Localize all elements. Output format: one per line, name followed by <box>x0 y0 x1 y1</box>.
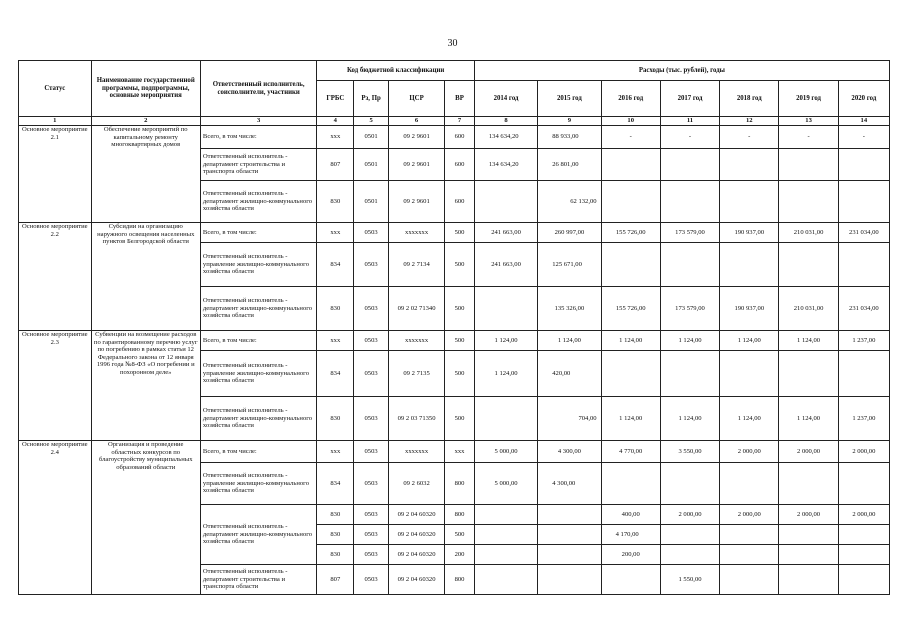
value-cell: 210 031,00 <box>779 223 838 243</box>
grbs-cell: 807 <box>317 565 354 595</box>
col-number: 6 <box>388 117 444 126</box>
rzpr-cell: 0503 <box>354 565 389 595</box>
status-cell: Основное мероприятие 2.2 <box>19 223 92 331</box>
value-cell: 190 937,00 <box>720 287 779 331</box>
measure-name-cell: Организация и проведение областных конкурсов по благоустройству муниципальных образований области <box>91 441 200 595</box>
value-cell: 241 663,00 <box>474 243 537 287</box>
measure-name-cell: Субсидии на организацию наружного освещения населенных пунктов Белгородской области <box>91 223 200 331</box>
executor-cell: Ответственный исполнитель - управление жилищно-коммунального хозяйства области <box>200 351 317 397</box>
value-cell: - <box>720 126 779 149</box>
grbs-cell: 830 <box>317 505 354 525</box>
value-cell: 190 937,00 <box>720 223 779 243</box>
header-budget-code: Код бюджетной классификации <box>317 61 474 81</box>
header-year-2019: 2019 год <box>779 81 838 117</box>
executor-cell: Ответственный исполнитель - управление жилищно-коммунального хозяйства области <box>200 243 317 287</box>
csr-cell: 09 2 7134 <box>388 243 444 287</box>
vr-cell: 800 <box>445 565 475 595</box>
table-row <box>19 223 890 243</box>
csr-cell: 09 2 04 60320 <box>388 545 444 565</box>
csr-cell: 09 2 04 60320 <box>388 505 444 525</box>
vr-cell: 500 <box>445 351 475 397</box>
header-expenses: Расходы (тыс. рублей), годы <box>474 61 889 81</box>
value-cell: 62 132,00 <box>538 181 601 223</box>
vr-cell: 800 <box>445 505 475 525</box>
csr-cell: 09 2 6032 <box>388 463 444 505</box>
col-number: 10 <box>601 117 660 126</box>
rzpr-cell: 0501 <box>354 149 389 181</box>
value-cell: 1 124,00 <box>538 331 601 351</box>
csr-cell: ххххххх <box>388 441 444 463</box>
vr-cell: 200 <box>445 545 475 565</box>
value-cell: 260 997,00 <box>538 223 601 243</box>
header-year-2018: 2018 год <box>720 81 779 117</box>
executor-cell: Всего, в том числе: <box>200 126 317 149</box>
rzpr-cell: 0503 <box>354 287 389 331</box>
vr-cell: 500 <box>445 243 475 287</box>
header-grbs: ГРБС <box>317 81 354 117</box>
value-cell: 1 124,00 <box>474 331 537 351</box>
table-row <box>19 441 890 463</box>
value-cell: 5 000,00 <box>474 463 537 505</box>
value-cell: 134 634,20 <box>474 126 537 149</box>
value-cell: 420,00 <box>538 351 601 397</box>
vr-cell: 500 <box>445 287 475 331</box>
col-number: 1 <box>19 117 92 126</box>
table-row <box>19 126 890 149</box>
rzpr-cell: 0501 <box>354 181 389 223</box>
value-cell: 4 170,00 <box>601 525 660 545</box>
col-number: 12 <box>720 117 779 126</box>
value-cell: - <box>660 126 719 149</box>
vr-cell: 800 <box>445 463 475 505</box>
col-number: 5 <box>354 117 389 126</box>
csr-cell: 09 2 04 60320 <box>388 525 444 545</box>
value-cell: 135 326,00 <box>538 287 601 331</box>
value-cell: 1 124,00 <box>779 331 838 351</box>
value-cell: 155 726,00 <box>601 223 660 243</box>
measure-name-cell: Субвенции на возмещение расходов по гарантированному перечню услуг по погребению в рамках статьи 12 Федерального закона от 12 января 1996 года №8-ФЗ «О погребении и похоронном деле» <box>91 331 200 441</box>
value-cell: 1 237,00 <box>838 397 889 441</box>
executor-cell: Ответственный исполнитель - департамент жилищно-коммунального хозяйства области <box>200 287 317 331</box>
vr-cell: 600 <box>445 149 475 181</box>
rzpr-cell: 0503 <box>354 331 389 351</box>
value-cell: 704,00 <box>538 397 601 441</box>
value-cell: 173 579,00 <box>660 287 719 331</box>
value-cell: 134 634,20 <box>474 149 537 181</box>
value-cell: 1 124,00 <box>474 351 537 397</box>
csr-cell: ххххххх <box>388 331 444 351</box>
grbs-cell: 834 <box>317 351 354 397</box>
value-cell: 1 124,00 <box>720 397 779 441</box>
vr-cell: ххх <box>445 441 475 463</box>
value-cell: 210 031,00 <box>779 287 838 331</box>
value-cell: 155 726,00 <box>601 287 660 331</box>
grbs-cell: 834 <box>317 463 354 505</box>
header-vr: ВР <box>445 81 475 117</box>
col-number: 13 <box>779 117 838 126</box>
rzpr-cell: 0503 <box>354 223 389 243</box>
value-cell: 1 124,00 <box>601 397 660 441</box>
status-cell: Основное мероприятие 2.1 <box>19 126 92 223</box>
value-cell: 26 801,00 <box>538 149 601 181</box>
header-status: Статус <box>19 61 92 117</box>
header-year-2016: 2016 год <box>601 81 660 117</box>
value-cell: 231 034,00 <box>838 287 889 331</box>
executor-cell: Ответственный исполнитель - департамент жилищно-коммунального хозяйства области <box>200 181 317 223</box>
col-number: 8 <box>474 117 537 126</box>
value-cell: 173 579,00 <box>660 223 719 243</box>
grbs-cell: 830 <box>317 181 354 223</box>
rzpr-cell: 0501 <box>354 126 389 149</box>
rzpr-cell: 0503 <box>354 463 389 505</box>
rzpr-cell: 0503 <box>354 505 389 525</box>
grbs-cell: ххх <box>317 223 354 243</box>
grbs-cell: 834 <box>317 243 354 287</box>
value-cell: 2 000,00 <box>779 505 838 525</box>
rzpr-cell: 0503 <box>354 243 389 287</box>
rzpr-cell: 0503 <box>354 545 389 565</box>
value-cell: 88 933,00 <box>538 126 601 149</box>
vr-cell: 600 <box>445 181 475 223</box>
value-cell: 2 000,00 <box>779 441 838 463</box>
csr-cell: 09 2 9601 <box>388 181 444 223</box>
header-year-2015: 2015 год <box>538 81 601 117</box>
vr-cell: 500 <box>445 397 475 441</box>
executor-cell: Всего, в том числе: <box>200 441 317 463</box>
value-cell: 241 663,00 <box>474 223 537 243</box>
header-rzpr: Рз, Пр <box>354 81 389 117</box>
measure-name-cell: Обеспечение мероприятий по капитальному ремонту многоквартирных домов <box>91 126 200 223</box>
executor-cell: Всего, в том числе: <box>200 223 317 243</box>
header-name: Наименование государственной программы, подпрограммы, основные мероприятия <box>91 61 200 117</box>
value-cell: 1 124,00 <box>601 331 660 351</box>
grbs-cell: 830 <box>317 287 354 331</box>
col-number: 3 <box>200 117 317 126</box>
col-number: 9 <box>538 117 601 126</box>
rzpr-cell: 0503 <box>354 351 389 397</box>
value-cell: - <box>601 126 660 149</box>
rzpr-cell: 0503 <box>354 397 389 441</box>
page-number: 30 <box>447 38 458 49</box>
csr-cell: 09 2 03 71350 <box>388 397 444 441</box>
grbs-cell: 830 <box>317 545 354 565</box>
header-csr: ЦСР <box>388 81 444 117</box>
value-cell: 1 124,00 <box>660 397 719 441</box>
grbs-cell: 830 <box>317 397 354 441</box>
value-cell: 2 000,00 <box>838 441 889 463</box>
header-year-2020: 2020 год <box>838 81 889 117</box>
table-row <box>19 331 890 351</box>
csr-cell: 09 2 7135 <box>388 351 444 397</box>
value-cell: 231 034,00 <box>838 223 889 243</box>
rzpr-cell: 0503 <box>354 441 389 463</box>
grbs-cell: ххх <box>317 126 354 149</box>
value-cell: 200,00 <box>601 545 660 565</box>
col-number: 11 <box>660 117 719 126</box>
value-cell: 1 124,00 <box>660 331 719 351</box>
csr-cell: 09 2 04 60320 <box>388 565 444 595</box>
header-year-2017: 2017 год <box>660 81 719 117</box>
csr-cell: 09 2 02 71340 <box>388 287 444 331</box>
value-cell: 4 300,00 <box>538 463 601 505</box>
value-cell: 1 550,00 <box>660 565 719 595</box>
csr-cell: ххххххх <box>388 223 444 243</box>
col-number: 2 <box>91 117 200 126</box>
value-cell: 1 237,00 <box>838 331 889 351</box>
value-cell: 3 550,00 <box>660 441 719 463</box>
value-cell: 2 000,00 <box>838 505 889 525</box>
value-cell: 2 000,00 <box>660 505 719 525</box>
status-cell: Основное мероприятие 2.4 <box>19 441 92 595</box>
grbs-cell: ххх <box>317 331 354 351</box>
header-executor: Ответственный исполнитель, соисполнители, участники <box>200 61 317 117</box>
rzpr-cell: 0503 <box>354 525 389 545</box>
value-cell: 400,00 <box>601 505 660 525</box>
vr-cell: 500 <box>445 223 475 243</box>
value-cell: 125 671,00 <box>538 243 601 287</box>
executor-cell: Ответственный исполнитель - департамент жилищно-коммунального хозяйства области <box>200 505 317 565</box>
value-cell: 4 300,00 <box>538 441 601 463</box>
value-cell: 1 124,00 <box>779 397 838 441</box>
vr-cell: 600 <box>445 126 475 149</box>
col-number: 14 <box>838 117 889 126</box>
vr-cell: 500 <box>445 525 475 545</box>
value-cell: 2 000,00 <box>720 441 779 463</box>
value-cell: - <box>838 126 889 149</box>
col-number: 7 <box>445 117 475 126</box>
executor-cell: Ответственный исполнитель - управление жилищно-коммунального хозяйства области <box>200 463 317 505</box>
executor-cell: Ответственный исполнитель - департамент строительства и транспорта области <box>200 565 317 595</box>
value-cell: 1 124,00 <box>720 331 779 351</box>
executor-cell: Ответственный исполнитель - департамент жилищно-коммунального хозяйства области <box>200 397 317 441</box>
value-cell: 5 000,00 <box>474 441 537 463</box>
csr-cell: 09 2 9601 <box>388 126 444 149</box>
value-cell: - <box>779 126 838 149</box>
grbs-cell: ххх <box>317 441 354 463</box>
header-year-2014: 2014 год <box>474 81 537 117</box>
executor-cell: Ответственный исполнитель - департамент строительства и транспорта области <box>200 149 317 181</box>
status-cell: Основное мероприятие 2.3 <box>19 331 92 441</box>
grbs-cell: 830 <box>317 525 354 545</box>
value-cell: 4 770,00 <box>601 441 660 463</box>
value-cell: 2 000,00 <box>720 505 779 525</box>
csr-cell: 09 2 9601 <box>388 149 444 181</box>
vr-cell: 500 <box>445 331 475 351</box>
col-number: 4 <box>317 117 354 126</box>
budget-table <box>18 60 890 595</box>
executor-cell: Всего, в том числе: <box>200 331 317 351</box>
grbs-cell: 807 <box>317 149 354 181</box>
